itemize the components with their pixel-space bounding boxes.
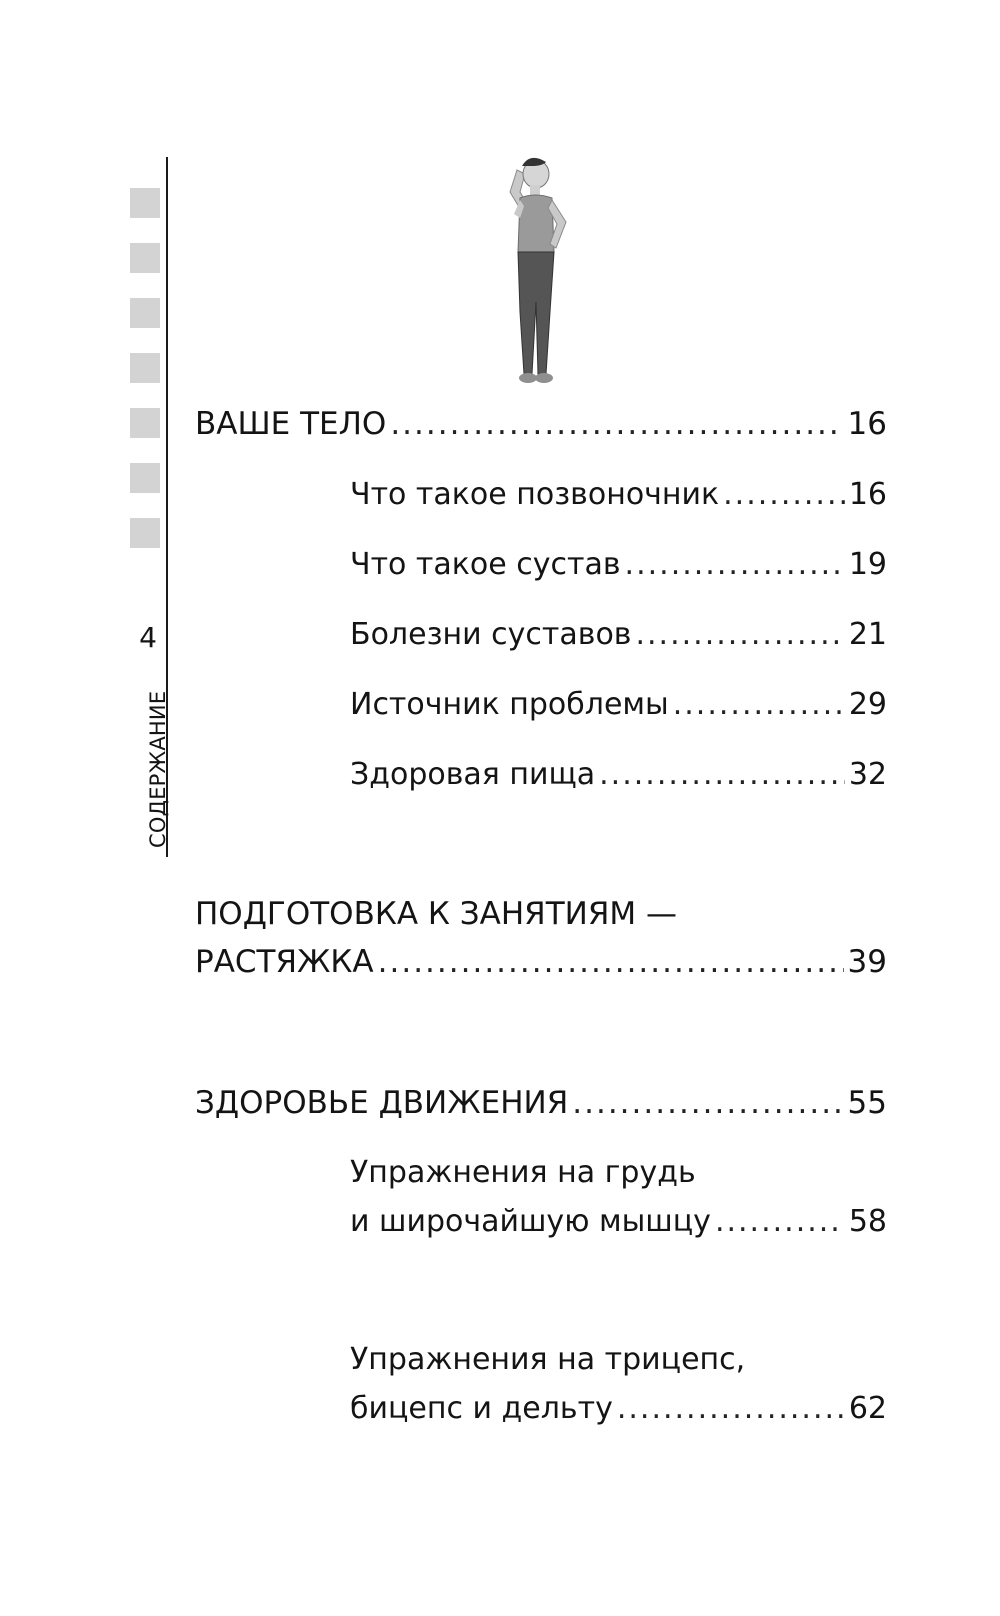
toc-subentry-title: Что такое позвоночник — [350, 477, 720, 512]
margin-square — [130, 353, 160, 383]
margin-square — [130, 298, 160, 328]
toc-entry-page: 16 — [847, 406, 887, 442]
toc-subentry-page: 21 — [848, 617, 887, 652]
toc-subentry-title: Болезни суставов — [350, 617, 632, 652]
leader-dots — [378, 944, 844, 980]
toc-subentry-page: 29 — [848, 687, 887, 722]
section-title: СОДЕРЖАНИЕ — [146, 690, 170, 848]
toc-subentry-page: 62 — [848, 1391, 887, 1426]
toc-subentry[interactable] — [350, 547, 887, 582]
toc-entry-movement[interactable] — [195, 1085, 887, 1121]
woman-neck-stretch-figure-icon — [470, 152, 620, 402]
toc-entry-page: 39 — [847, 944, 887, 980]
toc-subentry[interactable] — [350, 1391, 887, 1426]
toc-entry-page: 55 — [847, 1085, 887, 1121]
leader-dots — [715, 1204, 845, 1239]
margin-square — [130, 408, 160, 438]
toc-entry-stretch[interactable] — [195, 944, 887, 980]
leader-dots — [390, 406, 843, 442]
toc-subentry[interactable] — [350, 1204, 887, 1239]
toc-subentry[interactable] — [350, 687, 887, 722]
toc-subentry[interactable] — [350, 617, 887, 652]
toc-subentry-title: Источник проблемы — [350, 687, 669, 722]
toc-subentry-line1[interactable]: Упражнения на грудь — [350, 1155, 696, 1190]
toc-subentry-line1[interactable]: Упражнения на трицепс, — [350, 1342, 746, 1377]
page-number: 4 — [139, 621, 157, 654]
toc-subentry-page: 19 — [848, 547, 887, 582]
toc-subentry[interactable] — [350, 757, 887, 792]
toc-subentry-page: 32 — [848, 757, 887, 792]
leader-dots — [673, 687, 845, 722]
margin-square — [130, 243, 160, 273]
margin-square — [130, 463, 160, 493]
toc-entry-title: РАСТЯЖКА — [195, 944, 374, 980]
leader-dots — [572, 1085, 843, 1121]
toc-subentry-title: Что такое сустав — [350, 547, 621, 582]
margin-square — [130, 188, 160, 218]
leader-dots — [635, 617, 844, 652]
toc-subentry-title: и широчайшую мышцу — [350, 1204, 711, 1239]
toc-subentry-page: 58 — [848, 1204, 887, 1239]
toc-entry-title: ЗДОРОВЬЕ ДВИЖЕНИЯ — [195, 1085, 569, 1121]
leader-dots — [625, 547, 845, 582]
toc-subentry-title: Здоровая пища — [350, 757, 596, 792]
toc-entry-title: ВАШЕ ТЕЛО — [195, 406, 387, 442]
leader-dots — [723, 477, 845, 512]
margin-square — [130, 518, 160, 548]
toc-subentry-title: бицепс и дельту — [350, 1391, 613, 1426]
toc-subentry-page: 16 — [848, 477, 887, 512]
leader-dots — [617, 1391, 845, 1426]
toc-entry-stretch-line1[interactable]: ПОДГОТОВКА К ЗАНЯТИЯМ — — [195, 896, 677, 932]
toc-subentry[interactable] — [350, 477, 887, 512]
leader-dots — [599, 757, 845, 792]
toc-entry-body[interactable] — [195, 406, 887, 442]
